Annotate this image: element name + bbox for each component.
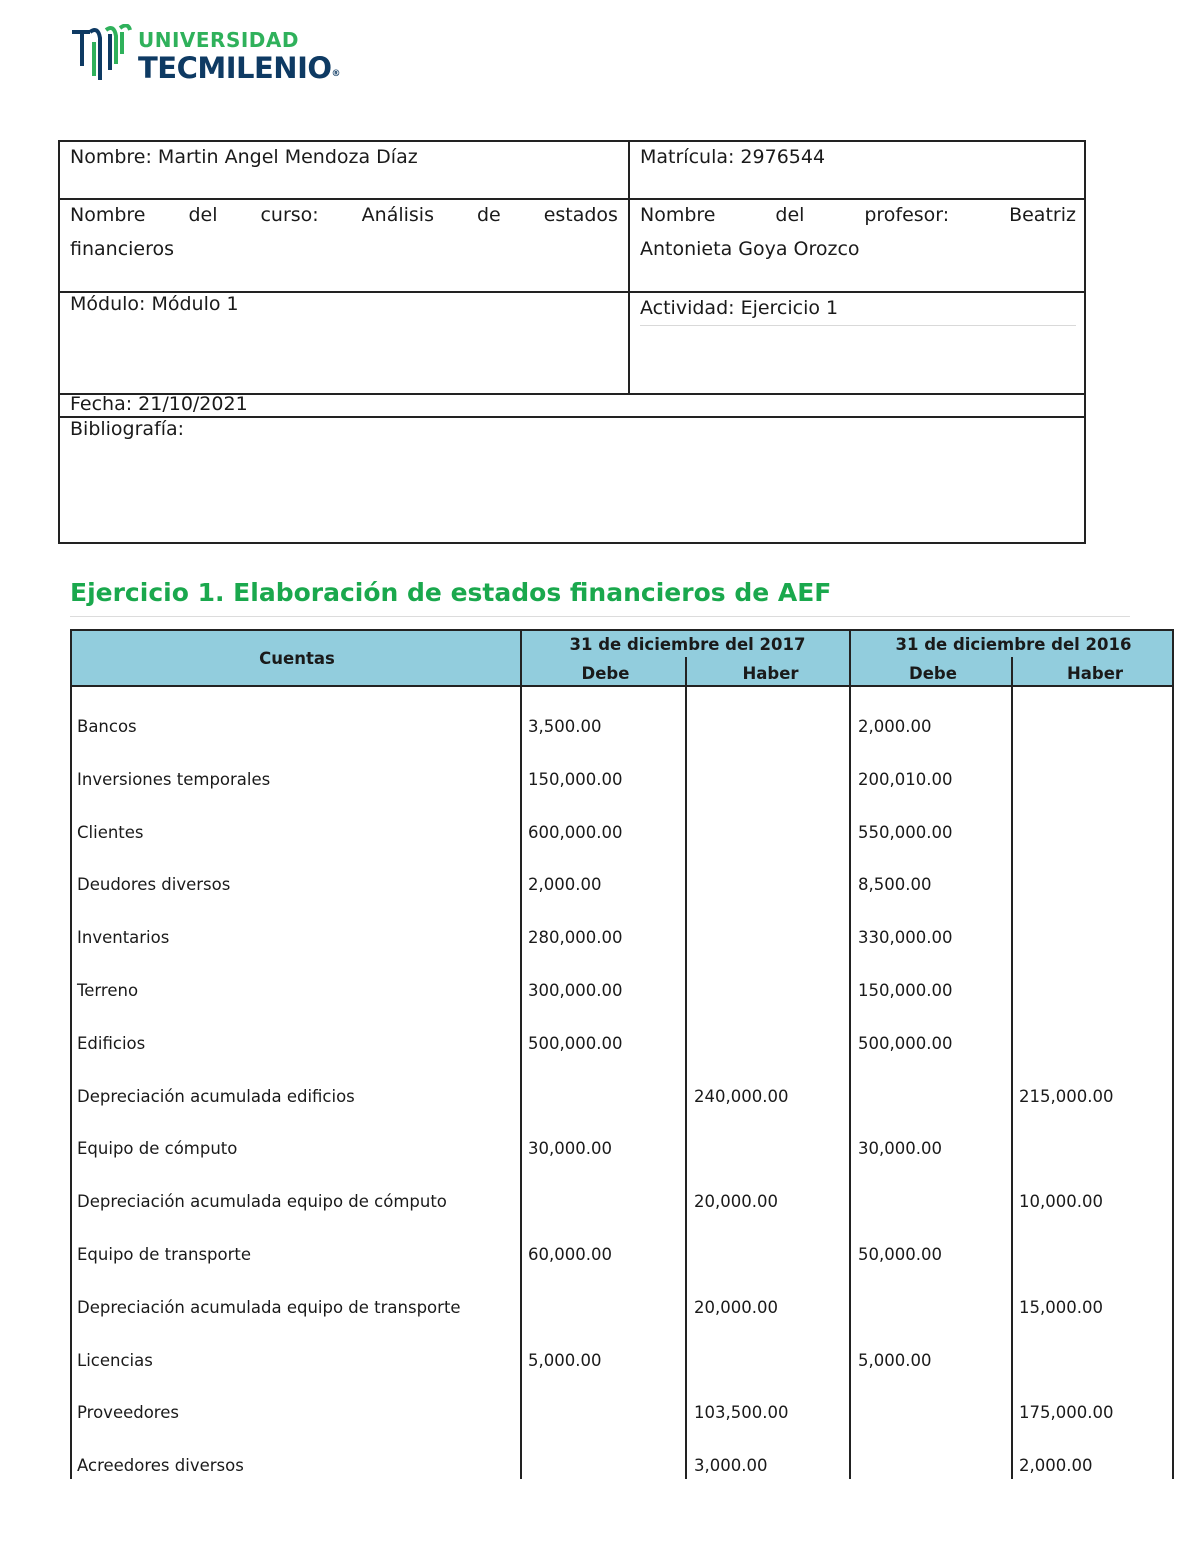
account-name: Proveedores: [77, 1403, 179, 1423]
table-row: [70, 1351, 1174, 1381]
debe-2016: 5,000.00: [858, 1350, 932, 1370]
table-header: [70, 629, 1174, 687]
debe-2016: 330,000.00: [858, 928, 953, 948]
debe-2016: 8,500.00: [858, 875, 932, 895]
table-row: [70, 928, 1174, 958]
professor-name-line2: Antonieta Goya Orozco: [640, 238, 860, 260]
table-row: [70, 1456, 1174, 1486]
student-name: Nombre: Martin Angel Mendoza Díaz: [70, 146, 418, 168]
table-row: [70, 1034, 1174, 1064]
activity-underline: [640, 325, 1076, 326]
account-name: Clientes: [77, 822, 144, 842]
header-debe-2016: Debe: [909, 664, 957, 683]
module: Módulo: Módulo 1: [70, 293, 239, 315]
account-name: Equipo de cómputo: [77, 1139, 238, 1159]
debe-2016: 200,010.00: [858, 769, 953, 789]
course-name-line2: financieros: [70, 238, 175, 260]
table-row: [70, 1192, 1174, 1222]
table-row: [70, 1087, 1174, 1117]
table-row: [70, 770, 1174, 800]
table-row: [70, 823, 1174, 853]
account-name: Acreedores diversos: [77, 1456, 244, 1476]
table-row: [70, 1245, 1174, 1275]
university-logo: [70, 24, 370, 86]
debe-2017: 500,000.00: [528, 1033, 623, 1053]
header-haber-2017: Haber: [742, 664, 799, 683]
debe-2017: 280,000.00: [528, 928, 623, 948]
debe-2017: 5,000.00: [528, 1350, 602, 1370]
table-row: [70, 1139, 1174, 1169]
professor-word: del: [775, 204, 805, 226]
debe-2016: 550,000.00: [858, 822, 953, 842]
debe-2017: 3,500.00: [528, 717, 602, 736]
course-word: estados: [543, 204, 618, 226]
account-name: Depreciación acumulada edificios: [77, 1086, 355, 1106]
account-name: Depreciación acumulada equipo de cómputo: [77, 1192, 447, 1212]
debe-2016: 2,000.00: [858, 717, 932, 736]
professor-word: Nombre: [640, 204, 716, 226]
table-row: [70, 717, 1174, 747]
account-name: Bancos: [77, 717, 137, 736]
debe-2017: 600,000.00: [528, 822, 623, 842]
title-rule: [70, 616, 1130, 617]
debe-2016: 50,000.00: [858, 1245, 942, 1264]
haber-2016: 15,000.00: [1019, 1297, 1103, 1317]
header-haber-2016: Haber: [1066, 664, 1124, 683]
table-row: [70, 875, 1174, 905]
professor-word: Beatriz: [1009, 204, 1076, 226]
haber-2017: 20,000.00: [694, 1297, 778, 1317]
debe-2016: 150,000.00: [858, 981, 953, 1000]
debe-2016: 30,000.00: [858, 1139, 942, 1159]
account-name: Inversiones temporales: [77, 769, 271, 789]
student-info-table: [58, 140, 1086, 544]
debe-2017: 150,000.00: [528, 769, 623, 789]
account-name: Edificios: [77, 1033, 146, 1053]
tecmilenio-logo-icon: [70, 24, 134, 84]
accounts-table: [70, 629, 1174, 1479]
course-word: de: [476, 204, 501, 226]
haber-2016: 175,000.00: [1019, 1403, 1114, 1423]
haber-2016: 10,000.00: [1019, 1192, 1103, 1212]
debe-2017: 300,000.00: [528, 981, 623, 1000]
haber-2016: 2,000.00: [1019, 1456, 1093, 1476]
course-word: curso:: [260, 204, 319, 226]
course-word: Nombre: [70, 204, 146, 226]
logo-text-tecmilenio: TECMILENIO®: [138, 51, 341, 85]
debe-2017: 30,000.00: [528, 1139, 612, 1159]
account-name: Inventarios: [77, 928, 170, 948]
haber-2017: 240,000.00: [694, 1086, 789, 1106]
haber-2017: 20,000.00: [694, 1192, 778, 1212]
exercise-title: Ejercicio 1. Elaboración de estados financieros de AEF: [70, 578, 832, 607]
logo-text-universidad: UNIVERSIDAD: [138, 28, 299, 52]
account-name: Licencias: [77, 1350, 153, 1370]
haber-2016: 215,000.00: [1019, 1086, 1114, 1106]
header-period-2017: 31 de diciembre del 2017: [569, 635, 806, 654]
account-name: Depreciación acumulada equipo de transporte: [77, 1297, 461, 1317]
bibliography: Bibliografía:: [70, 418, 185, 440]
debe-2017: 60,000.00: [528, 1245, 612, 1264]
course-word: Análisis: [361, 204, 434, 226]
table-row: [70, 981, 1174, 1011]
professor-name: [630, 198, 1086, 266]
header-debe-2017: Debe: [581, 664, 630, 683]
professor-word: profesor:: [864, 204, 950, 226]
account-name: Deudores diversos: [77, 875, 231, 895]
table-row: [70, 1298, 1174, 1328]
haber-2017: 3,000.00: [694, 1456, 768, 1476]
account-name: Terreno: [77, 981, 139, 1000]
debe-2016: 500,000.00: [858, 1033, 953, 1053]
header-period-2016: 31 de diciembre del 2016: [895, 635, 1132, 654]
haber-2017: 103,500.00: [694, 1403, 789, 1423]
course-word: del: [188, 204, 218, 226]
debe-2017: 2,000.00: [528, 875, 602, 895]
table-row: [70, 1403, 1174, 1433]
course-name: [60, 198, 628, 266]
info-divider: [628, 142, 630, 395]
date: Fecha: 21/10/2021: [70, 393, 248, 415]
activity: Actividad: Ejercicio 1: [640, 297, 839, 319]
student-id: Matrícula: 2976544: [640, 146, 826, 168]
header-cuentas: Cuentas: [259, 649, 335, 668]
account-name: Equipo de transporte: [77, 1245, 252, 1264]
